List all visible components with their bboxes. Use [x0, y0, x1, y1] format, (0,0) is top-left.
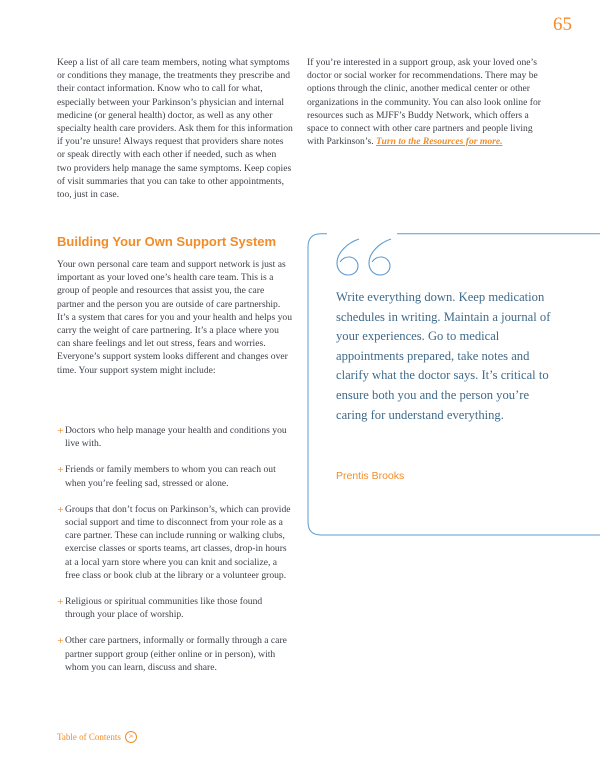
- list-item-text: Doctors who help manage your health and conditions you live with.: [65, 425, 287, 450]
- left-intro-paragraph: Keep a list of all care team members, noting what symptoms or conditions they manage, the treatments they prescribe and their contact information. Know who to call for what, especially between your Parkinson’s physician and internal medicine (or general health) doctor, as well as any other specialty health care providers. Ask them for this information if you’re unsure! Always request that providers share notes or speak directly with each other if needed, such as when two providers help manage the same symptoms. Keep copies of visit summaries that you can take to other appointments, too, just in case.: [57, 57, 293, 201]
- list-item-text: Friends or family members to whom you can reach out when you’re feeling sad, stressed or alone.: [65, 464, 276, 489]
- support-system-list: [57, 424, 293, 674]
- list-item: [57, 503, 293, 582]
- list-item: [57, 634, 293, 674]
- list-item: [57, 463, 293, 489]
- footer-label: Table of Contents: [57, 732, 121, 742]
- bullet-icon: +: [57, 465, 64, 475]
- section-body-paragraph: Your own personal care team and support network is just as important as your loved one’s health care team. This is a group of people and resources that assist you, the care partner and the person you are outside of care partnership. It’s a system that cares for you and your health and helps you carry the weight of care partnering. It’s a place where you can share feelings and let out stress, fears and worries. Everyone’s support system looks different and changes over time. Your support system might include:: [57, 259, 292, 376]
- right-intro-text: If you’re interested in a support group, ask your loved one’s doctor or social worker for recommendations. There may be options through the clinic, another medical center or other organizations in the community. You can also look online for resources such as MJFF’s Buddy Network, which offers a space to connect with other care partners and people living with Parkinson’s.: [307, 57, 541, 148]
- right-column: [307, 56, 543, 148]
- bullet-icon: +: [57, 504, 64, 514]
- page-number: 65: [553, 14, 572, 35]
- left-column: [57, 56, 293, 201]
- list-item-text: Religious or spiritual communities like those found through your place of worship.: [65, 596, 263, 621]
- quote-author: Prentis Brooks: [336, 470, 405, 482]
- section-heading: Building Your Own Support System: [57, 234, 277, 249]
- quote-marks-icon: [337, 239, 391, 275]
- bullet-icon: +: [57, 426, 64, 435]
- list-item-text: Other care partners, informally or formally through a care partner support group (either online or in person), with whom you can learn, discuss and share.: [65, 635, 287, 673]
- list-item: [57, 424, 293, 450]
- table-of-contents-link[interactable]: [57, 731, 137, 743]
- list-item: [57, 595, 293, 621]
- bullet-icon: +: [57, 636, 64, 646]
- bullet-icon: +: [57, 597, 64, 607]
- quote-text: Write everything down. Keep medication schedules in writing. Maintain a journal of your experiences. Go to medical appointments prepared, take notes and clarify what the doctor says. It’s critical to ensure both you and the person you’re caring for understand everything.: [336, 290, 551, 422]
- arrow-right-icon: >: [125, 731, 137, 743]
- list-item-text: Groups that don’t focus on Parkinson’s, which can provide social support and time to disconnect from your role as a care partner. These can include running or walking clubs, exercise classes or sports teams, art classes, drop-in hours at a local yarn store where you can knit and socialize, a free class or book club at the library or a volunteer group.: [65, 503, 291, 581]
- right-intro-paragraph: [307, 56, 543, 148]
- resources-link[interactable]: Turn to the Resources for more.: [376, 136, 503, 148]
